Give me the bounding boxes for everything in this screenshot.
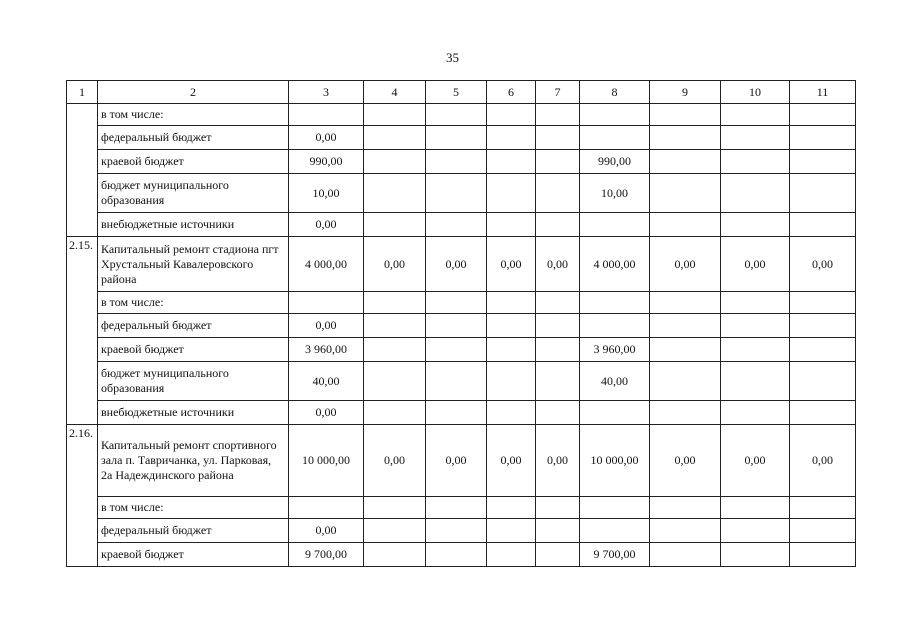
row-label: федеральный бюджет (98, 126, 289, 150)
value-cell (426, 497, 487, 519)
header-cell: 7 (536, 81, 580, 104)
header-cell: 2 (98, 81, 289, 104)
value-cell (487, 292, 536, 314)
table-row (67, 237, 856, 292)
header-cell: 3 (289, 81, 364, 104)
value-cell (790, 150, 856, 174)
table-row (67, 543, 856, 567)
value-cell (790, 519, 856, 543)
value-cell (426, 338, 487, 362)
value-cell: 9 700,00 (289, 543, 364, 567)
value-cell (487, 338, 536, 362)
value-cell: 10 000,00 (580, 425, 650, 497)
value-cell (289, 497, 364, 519)
row-label: краевой бюджет (98, 338, 289, 362)
value-cell: 0,00 (364, 237, 426, 292)
value-cell: 4 000,00 (580, 237, 650, 292)
value-cell: 0,00 (790, 425, 856, 497)
value-cell: 0,00 (289, 213, 364, 237)
value-cell (426, 543, 487, 567)
value-cell: 0,00 (426, 425, 487, 497)
row-label: бюджет муниципального образования (98, 174, 289, 213)
value-cell (536, 543, 580, 567)
value-cell (650, 543, 721, 567)
value-cell: 3 960,00 (289, 338, 364, 362)
value-cell (487, 213, 536, 237)
value-cell (536, 314, 580, 338)
value-cell (426, 174, 487, 213)
value-cell (487, 126, 536, 150)
item-number: 2.16. (67, 425, 98, 567)
value-cell (650, 338, 721, 362)
value-cell: 0,00 (289, 519, 364, 543)
value-cell (721, 543, 790, 567)
value-cell (580, 213, 650, 237)
value-cell (536, 292, 580, 314)
value-cell (536, 519, 580, 543)
value-cell (364, 362, 426, 401)
value-cell: 990,00 (289, 150, 364, 174)
value-cell: 0,00 (426, 237, 487, 292)
table-row (67, 401, 856, 425)
value-cell (650, 401, 721, 425)
value-cell: 0,00 (487, 237, 536, 292)
value-cell (536, 338, 580, 362)
value-cell: 0,00 (721, 237, 790, 292)
table-row (67, 519, 856, 543)
value-cell (721, 174, 790, 213)
value-cell (721, 314, 790, 338)
value-cell (790, 314, 856, 338)
table-row (67, 497, 856, 519)
value-cell (289, 292, 364, 314)
value-cell (426, 401, 487, 425)
value-cell: 0,00 (650, 237, 721, 292)
value-cell (364, 401, 426, 425)
value-cell (721, 292, 790, 314)
value-cell: 9 700,00 (580, 543, 650, 567)
value-cell (536, 126, 580, 150)
value-cell (536, 104, 580, 126)
value-cell: 3 960,00 (580, 338, 650, 362)
value-cell (650, 497, 721, 519)
header-cell: 4 (364, 81, 426, 104)
value-cell (580, 314, 650, 338)
value-cell (487, 543, 536, 567)
value-cell (426, 314, 487, 338)
value-cell: 10,00 (289, 174, 364, 213)
value-cell (580, 519, 650, 543)
row-label: Капитальный ремонт спортивного зала п. Тавричанка, ул. Парковая, 2а Надеждинского района (98, 425, 289, 497)
value-cell (426, 150, 487, 174)
value-cell (650, 126, 721, 150)
value-cell (364, 292, 426, 314)
value-cell (426, 292, 487, 314)
value-cell: 0,00 (721, 425, 790, 497)
row-label: Капитальный ремонт стадиона пгт Хрустальный Кавалеровского района (98, 237, 289, 292)
row-label: в том числе: (98, 104, 289, 126)
value-cell (580, 292, 650, 314)
value-cell (721, 126, 790, 150)
table-row (67, 126, 856, 150)
value-cell (487, 150, 536, 174)
value-cell (364, 213, 426, 237)
value-cell (790, 174, 856, 213)
value-cell (426, 104, 487, 126)
header-cell: 11 (790, 81, 856, 104)
header-cell: 6 (487, 81, 536, 104)
value-cell (536, 362, 580, 401)
value-cell: 10,00 (580, 174, 650, 213)
row-label: в том числе: (98, 292, 289, 314)
value-cell (721, 338, 790, 362)
value-cell (364, 104, 426, 126)
value-cell: 40,00 (289, 362, 364, 401)
value-cell (790, 401, 856, 425)
table-row (67, 425, 856, 497)
value-cell (580, 497, 650, 519)
value-cell (790, 338, 856, 362)
value-cell: 10 000,00 (289, 425, 364, 497)
table-row (67, 292, 856, 314)
value-cell: 0,00 (650, 425, 721, 497)
table-row (67, 314, 856, 338)
value-cell: 0,00 (289, 126, 364, 150)
value-cell (790, 126, 856, 150)
table-row (67, 362, 856, 401)
value-cell (650, 314, 721, 338)
value-cell (790, 543, 856, 567)
value-cell (536, 174, 580, 213)
value-cell (487, 174, 536, 213)
table-row (67, 104, 856, 126)
value-cell (487, 519, 536, 543)
value-cell (580, 104, 650, 126)
header-cell: 1 (67, 81, 98, 104)
value-cell (364, 150, 426, 174)
value-cell: 0,00 (289, 401, 364, 425)
page-number: 35 (446, 50, 459, 65)
value-cell (580, 126, 650, 150)
value-cell: 40,00 (580, 362, 650, 401)
value-cell (364, 314, 426, 338)
value-cell (650, 174, 721, 213)
value-cell: 0,00 (790, 237, 856, 292)
table-row (67, 213, 856, 237)
value-cell (487, 314, 536, 338)
value-cell (721, 362, 790, 401)
value-cell (721, 104, 790, 126)
value-cell: 4 000,00 (289, 237, 364, 292)
value-cell (650, 362, 721, 401)
table-row (67, 150, 856, 174)
value-cell: 990,00 (580, 150, 650, 174)
row-label: бюджет муниципального образования (98, 362, 289, 401)
value-cell (364, 497, 426, 519)
value-cell (536, 497, 580, 519)
value-cell (536, 150, 580, 174)
value-cell (790, 104, 856, 126)
value-cell (650, 104, 721, 126)
value-cell (487, 104, 536, 126)
value-cell (650, 150, 721, 174)
value-cell (536, 213, 580, 237)
value-cell (364, 174, 426, 213)
value-cell (364, 338, 426, 362)
value-cell (790, 362, 856, 401)
value-cell (721, 519, 790, 543)
value-cell (426, 519, 487, 543)
value-cell (650, 519, 721, 543)
row-label: федеральный бюджет (98, 519, 289, 543)
row-label: краевой бюджет (98, 543, 289, 567)
value-cell (580, 401, 650, 425)
header-cell: 9 (650, 81, 721, 104)
value-cell (364, 519, 426, 543)
value-cell (721, 150, 790, 174)
row-label: внебюджетные источники (98, 213, 289, 237)
header-cell: 8 (580, 81, 650, 104)
value-cell (721, 213, 790, 237)
value-cell (650, 213, 721, 237)
value-cell (487, 497, 536, 519)
value-cell (426, 362, 487, 401)
value-cell (426, 126, 487, 150)
row-label: в том числе: (98, 497, 289, 519)
budget-table (66, 80, 856, 567)
value-cell (289, 104, 364, 126)
header-cell: 5 (426, 81, 487, 104)
row-label: федеральный бюджет (98, 314, 289, 338)
value-cell: 0,00 (289, 314, 364, 338)
row-label: внебюджетные источники (98, 401, 289, 425)
value-cell (721, 401, 790, 425)
value-cell (790, 497, 856, 519)
value-cell (487, 362, 536, 401)
item-number (67, 104, 98, 237)
value-cell (790, 292, 856, 314)
header-cell: 10 (721, 81, 790, 104)
table-row (67, 338, 856, 362)
value-cell (536, 401, 580, 425)
value-cell (650, 292, 721, 314)
table-header-row (67, 81, 856, 104)
value-cell: 0,00 (364, 425, 426, 497)
value-cell: 0,00 (536, 237, 580, 292)
value-cell (790, 213, 856, 237)
value-cell: 0,00 (536, 425, 580, 497)
value-cell (487, 401, 536, 425)
item-number: 2.15. (67, 237, 98, 425)
value-cell (364, 126, 426, 150)
value-cell: 0,00 (487, 425, 536, 497)
value-cell (426, 213, 487, 237)
value-cell (721, 497, 790, 519)
table-body (67, 81, 856, 567)
row-label: краевой бюджет (98, 150, 289, 174)
value-cell (364, 543, 426, 567)
table-row (67, 174, 856, 213)
